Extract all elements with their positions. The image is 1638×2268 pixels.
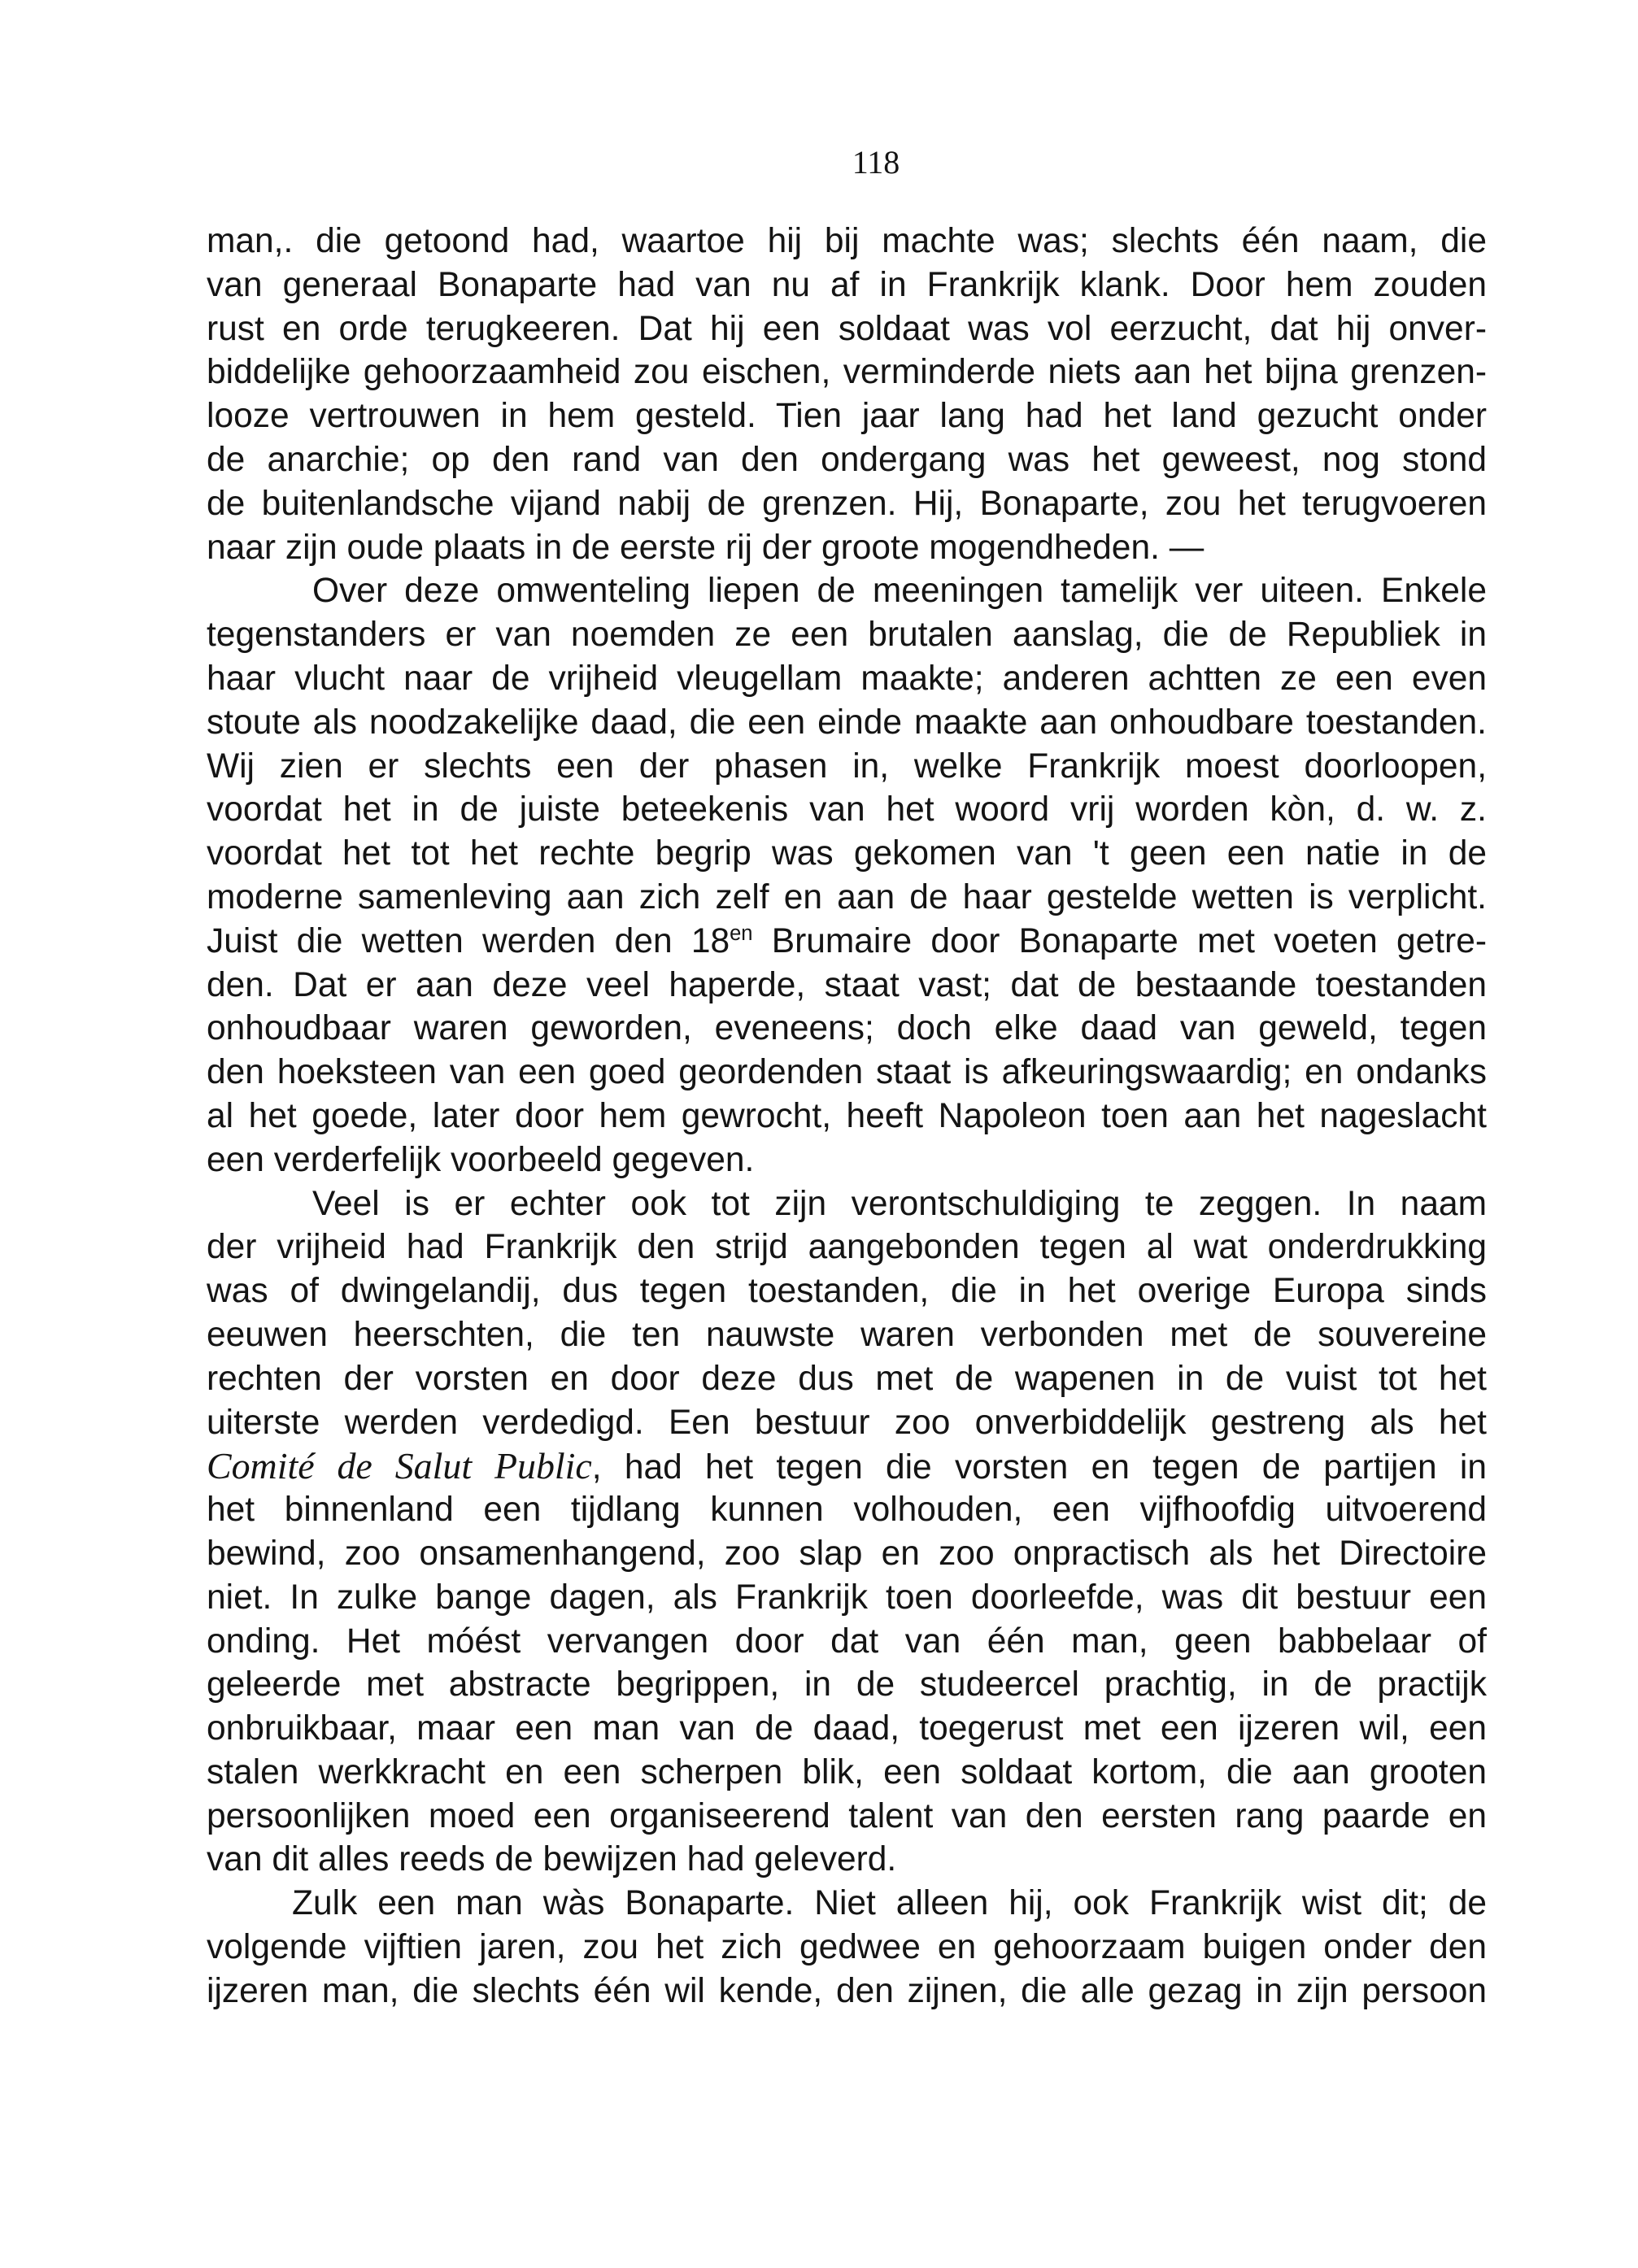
text-line: uiterste werden verdedigd. Een bestuur zoo onverbiddelijk gestreng als het — [207, 1403, 1487, 1442]
text-line-with-italic — [207, 1444, 1487, 1488]
text-line: stoute als noodzakelijke daad, die een einde maakte aan onhoudbare toestanden. — [207, 703, 1487, 742]
paragraph-2 — [207, 569, 1487, 1182]
text-line: Over deze omwenteling liepen de meeningen tamelijk ver uiteen. Enkele — [312, 572, 1487, 611]
text-line: onding. Het móést vervangen door dat van één man, geen babbelaar of — [207, 1622, 1487, 1661]
text-line: Wij zien er slechts een der phasen in, welke Frankrijk moest doorloopen, — [207, 747, 1487, 786]
text-line: eeuwen heerschten, die ten nauwste waren verbonden met de souvereine — [207, 1315, 1487, 1354]
text-line: den hoeksteen van een goed geordenden staat is afkeuringswaardig; en ondanks — [207, 1053, 1487, 1092]
paragraph-3 — [207, 1182, 1487, 1883]
text-segment: Brumaire door Bonaparte met voeten getre- — [752, 921, 1487, 960]
text-line: een verderfelijk voorbeeld gegeven. — [207, 1140, 755, 1179]
text-segment: Juist die wetten werden den 18 — [207, 921, 730, 960]
text-line: looze vertrouwen in hem gesteld. Tien jaar lang had het land gezucht onder — [207, 397, 1487, 436]
text-line: voordat het in de juiste beteekenis van het woord vrij worden kòn, d. w. z. — [207, 790, 1487, 829]
body-text — [207, 220, 1487, 2013]
italic-title: Comité de Salut Public — [207, 1445, 592, 1487]
text-segment: , had het tegen die vorsten en tegen de partijen in — [591, 1448, 1487, 1487]
text-line: voordat het tot het rechte begrip was gekomen van 't geen een natie in de — [207, 834, 1487, 873]
text-line: rechten der vorsten en door deze dus met de wapenen in de vuist tot het — [207, 1359, 1487, 1398]
text-line: de buitenlandsche vijand nabij de grenzen. Hij, Bonaparte, zou het terugvoeren — [207, 484, 1487, 523]
paragraph-4 — [207, 1882, 1487, 2013]
paragraph-1 — [207, 220, 1487, 569]
text-line: van generaal Bonaparte had van nu af in Frankrijk klank. Door hem zouden — [207, 265, 1487, 304]
text-line: der vrijheid had Frankrijk den strijd aangebonden tegen al wat onderdrukking — [207, 1228, 1487, 1267]
text-line: man,. die getoond had, waartoe hij bij machte was; slechts één naam, die — [207, 222, 1487, 260]
text-line: stalen werkkracht en een scherpen blik, een soldaat kortom, die aan grooten — [207, 1752, 1487, 1791]
text-line: rust en orde terugkeeren. Dat hij een soldaat was vol eerzucht, dat hij onver- — [207, 309, 1487, 348]
text-line: Zulk een man wàs Bonaparte. Niet alleen hij, ook Frankrijk wist dit; de — [292, 1884, 1487, 1923]
text-line: biddelijke gehoorzaamheid zou eischen, verminderde niets aan het bijna grenzen- — [207, 353, 1487, 392]
text-line: haar vlucht naar de vrijheid vleugellam maakte; anderen achtten ze een even — [207, 659, 1487, 698]
text-line: volgende vijftien jaren, zou het zich gedwee en gehoorzaam buigen onder den — [207, 1928, 1487, 1967]
text-line: van dit alles reeds de bewijzen had geleverd. — [207, 1840, 897, 1879]
text-line: ijzeren man, die slechts één wil kende, den zijnen, die alle gezag in zijn persoon — [207, 1971, 1487, 2010]
text-line: tegenstanders er van noemden ze een brutalen aanslag, die de Republiek in — [207, 616, 1487, 655]
superscript: en — [730, 921, 753, 945]
text-line: den. Dat er aan deze veel haperde, staat vast; dat de bestaande toestanden — [207, 965, 1487, 1004]
text-line: bewind, zoo onsamenhangend, zoo slap en zoo onpractisch als het Directoire — [207, 1534, 1487, 1573]
text-line: naar zijn oude plaats in de eerste rij der groote mogendheden. — — [207, 528, 1205, 567]
text-line: Veel is er echter ook tot zijn verontschuldiging te zeggen. In naam — [312, 1184, 1487, 1223]
text-line: was of dwingelandij, dus tegen toestanden, die in het overige Europa sinds — [207, 1272, 1487, 1311]
text-line: al het goede, later door hem gewrocht, heeft Napoleon toen aan het nageslacht — [207, 1096, 1487, 1135]
text-line: geleerde met abstracte begrippen, in de studeercel prachtig, in de practijk — [207, 1665, 1487, 1704]
text-line: het binnenland een tijdlang kunnen volhouden, een vijfhoofdig uitvoerend — [207, 1491, 1487, 1530]
text-line: persoonlijken moed een organiseerend talent van den eersten rang paarde en — [207, 1796, 1487, 1835]
text-line-with-superscript — [207, 920, 1487, 964]
text-line: moderne samenleving aan zich zelf en aan de haar gestelde wetten is verplicht. — [207, 877, 1487, 916]
page-number: 118 — [852, 144, 900, 181]
text-line: niet. In zulke bange dagen, als Frankrijk toen doorleefde, was dit bestuur een — [207, 1578, 1487, 1617]
text-line: onhoudbaar waren geworden, eveneens; doch elke daad van geweld, tegen — [207, 1009, 1487, 1048]
text-line: onbruikbaar, maar een man van de daad, toegerust met een ijzeren wil, een — [207, 1709, 1487, 1748]
text-line: de anarchie; op den rand van den ondergang was het geweest, nog stond — [207, 440, 1487, 479]
